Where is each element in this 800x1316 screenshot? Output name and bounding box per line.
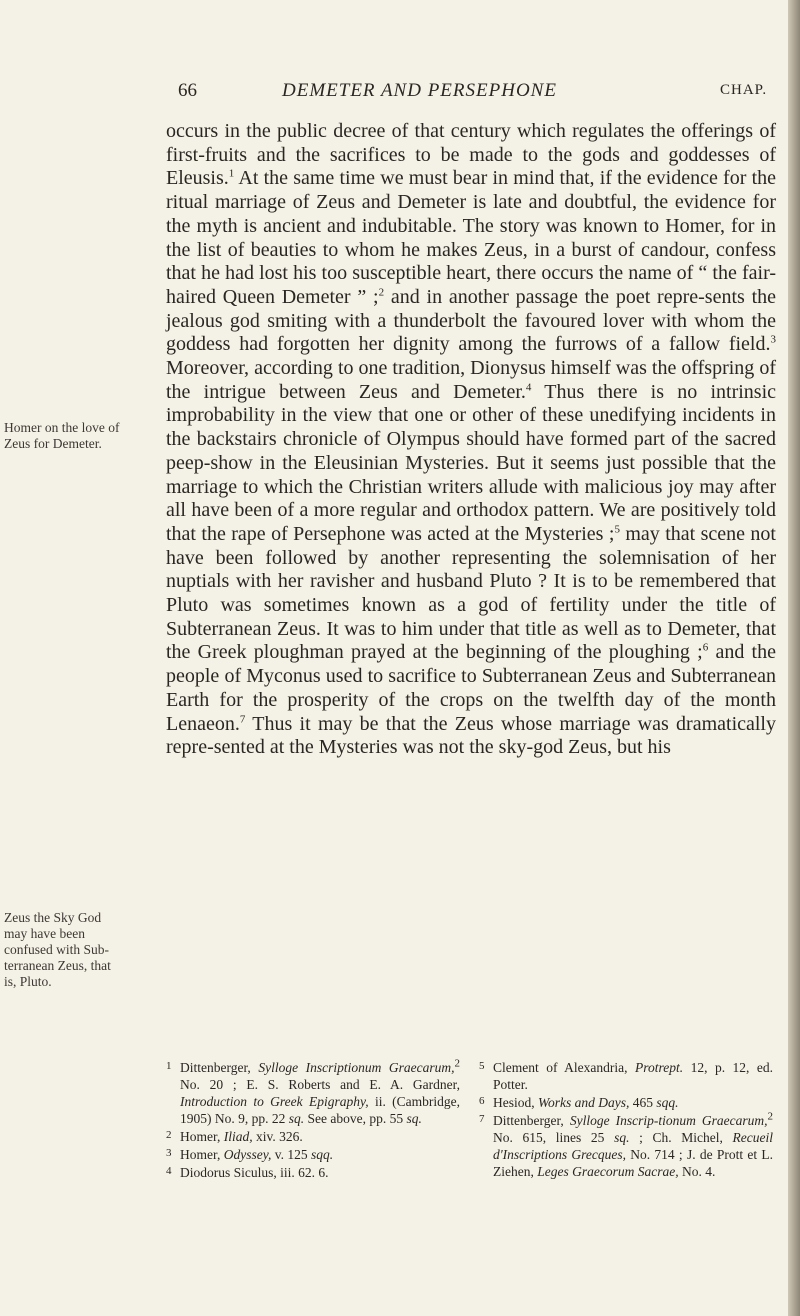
footnote-number: 2: [166, 1129, 172, 1141]
footnote-2: 2 Homer, Iliad, xiv. 326.: [166, 1129, 303, 1144]
footnote-number: 7: [479, 1113, 485, 1125]
page-number: 66: [178, 80, 197, 101]
margin-note-homer: Homer on the love of Zeus for Demeter.: [4, 420, 120, 451]
footnote-number: 4: [166, 1165, 172, 1177]
footnote-ref: 6: [702, 641, 709, 654]
footnote-number: 3: [166, 1147, 172, 1159]
footnote-number: 6: [479, 1095, 485, 1107]
footnote-7: 7 Dittenberger, Sylloge Inscrip-tionum Graecarum,$^2$ No. 615, lines 25 sq. ; Ch. Michel, Recueil d'Inscriptions Grecques, No. 714 ; J. de Prott et L. Ziehen, Leges Graecorum Sacrae, No. 4.: [479, 1110, 773, 1179]
footnote-ref: 1: [228, 167, 235, 180]
footnote-ref: 3: [770, 333, 776, 346]
text-run: At the same time we must bear in mind that, if the evidence for the ritual marriage of Zeus and Demeter is late and doubtful, the evidence for the myth is ancient and indubitable. The story was known to Homer, for in the list of beauties to whom he makes Zeus, in a burst of candour, confess that he had lost his too susceptible heart, there occurs the name of “ the fair-haired Queen Demeter ” ;: [166, 167, 776, 308]
footnote-number: 5: [479, 1060, 485, 1072]
page-header: [0, 80, 800, 110]
footnote-ref: 4: [525, 381, 532, 394]
footnotes-right-column: [479, 1058, 773, 1180]
footnote-number: 1: [166, 1060, 172, 1072]
text-run: occurs in the public decree of that century which regulates the offerings of first-fruits and the sacrifices to be made to the gods and goddesses of Eleusis.: [166, 120, 776, 190]
footnote-3: 3 Homer, Odyssey, v. 125 sqq.: [166, 1147, 334, 1162]
text-run: Thus it may be that the Zeus whose marriage was dramatically repre-sented at the Mysteries was not the sky-god Zeus, but his: [166, 712, 776, 759]
footnote-6: 6 Hesiod, Works and Days, 465 sqq.: [479, 1095, 679, 1110]
text-run: and the people of Myconus used to sacrifice to Subterranean Zeus and Subterranean Earth for the prosperity of the crops on the twelfth day of the month Lenaeon.: [166, 641, 776, 735]
footnote-1: 1 Dittenberger, Sylloge Inscriptionum Graecarum,$^2$ No. 20 ; E. S. Roberts and E. A. Gardner, Introduction to Greek Epigraphy, ii. (Cambridge, 1905) No. 9, pp. 22 sq. See above, pp. 55 sq.: [166, 1057, 461, 1126]
page-edge-shadow: [788, 0, 800, 1316]
text-run: Thus there is no intrinsic improbability in the view that one or other of these unedifying incidents in the backstairs chronicle of Olympus should have formed part of the sacred peep-show in the Eleusinian Mysteries. But it seems just possible that the marriage to which the Christian writers allude with malicious joy may after all have been of a more regular and orthodox pattern. We are positively told that the rape of Persephone was acted at the Mysteries ;: [166, 380, 776, 545]
margin-note-zeus-pluto: Zeus the Sky God may have been confused with Sub-terranean Zeus, that is, Pluto.: [4, 910, 111, 989]
footnote-ref: 5: [614, 523, 620, 536]
text-run: may that scene not have been followed by another representing the solemnisation of her nuptials with her ravisher and husband Pluto ? It is to be remembered that Pluto was sometimes known as a god of fertility under the title of Subterranean Zeus. It was to him under that title as well as to Demeter, that the Greek ploughman prayed at the beginning of the ploughing ;: [166, 522, 776, 664]
footnote-5: 5 Clement of Alexandria, Protrept. 12, p. 12, ed. Potter.: [479, 1060, 773, 1092]
chapter-label: CHAP.: [720, 82, 768, 98]
running-title: DEMETER AND PERSEPHONE: [282, 80, 557, 101]
footnote-ref: 7: [239, 712, 246, 725]
footnote-ref: 2: [378, 286, 385, 299]
body-paragraph: [166, 120, 776, 760]
text-run: and in another passage the poet repre-sents the jealous god smiting with a thunderbolt the favoured lover with whom the goddess had forgotten her dignity among the furrows of a fallow field.: [166, 285, 777, 356]
footnotes-left-column: [166, 1058, 460, 1181]
text-run: Moreover, according to one tradition, Dionysus himself was the offspring of the intrigue between Zeus and Demeter.: [166, 357, 776, 403]
footnote-4: 4 Diodorus Siculus, iii. 62. 6.: [166, 1165, 329, 1180]
paragraph-text: [166, 120, 776, 760]
